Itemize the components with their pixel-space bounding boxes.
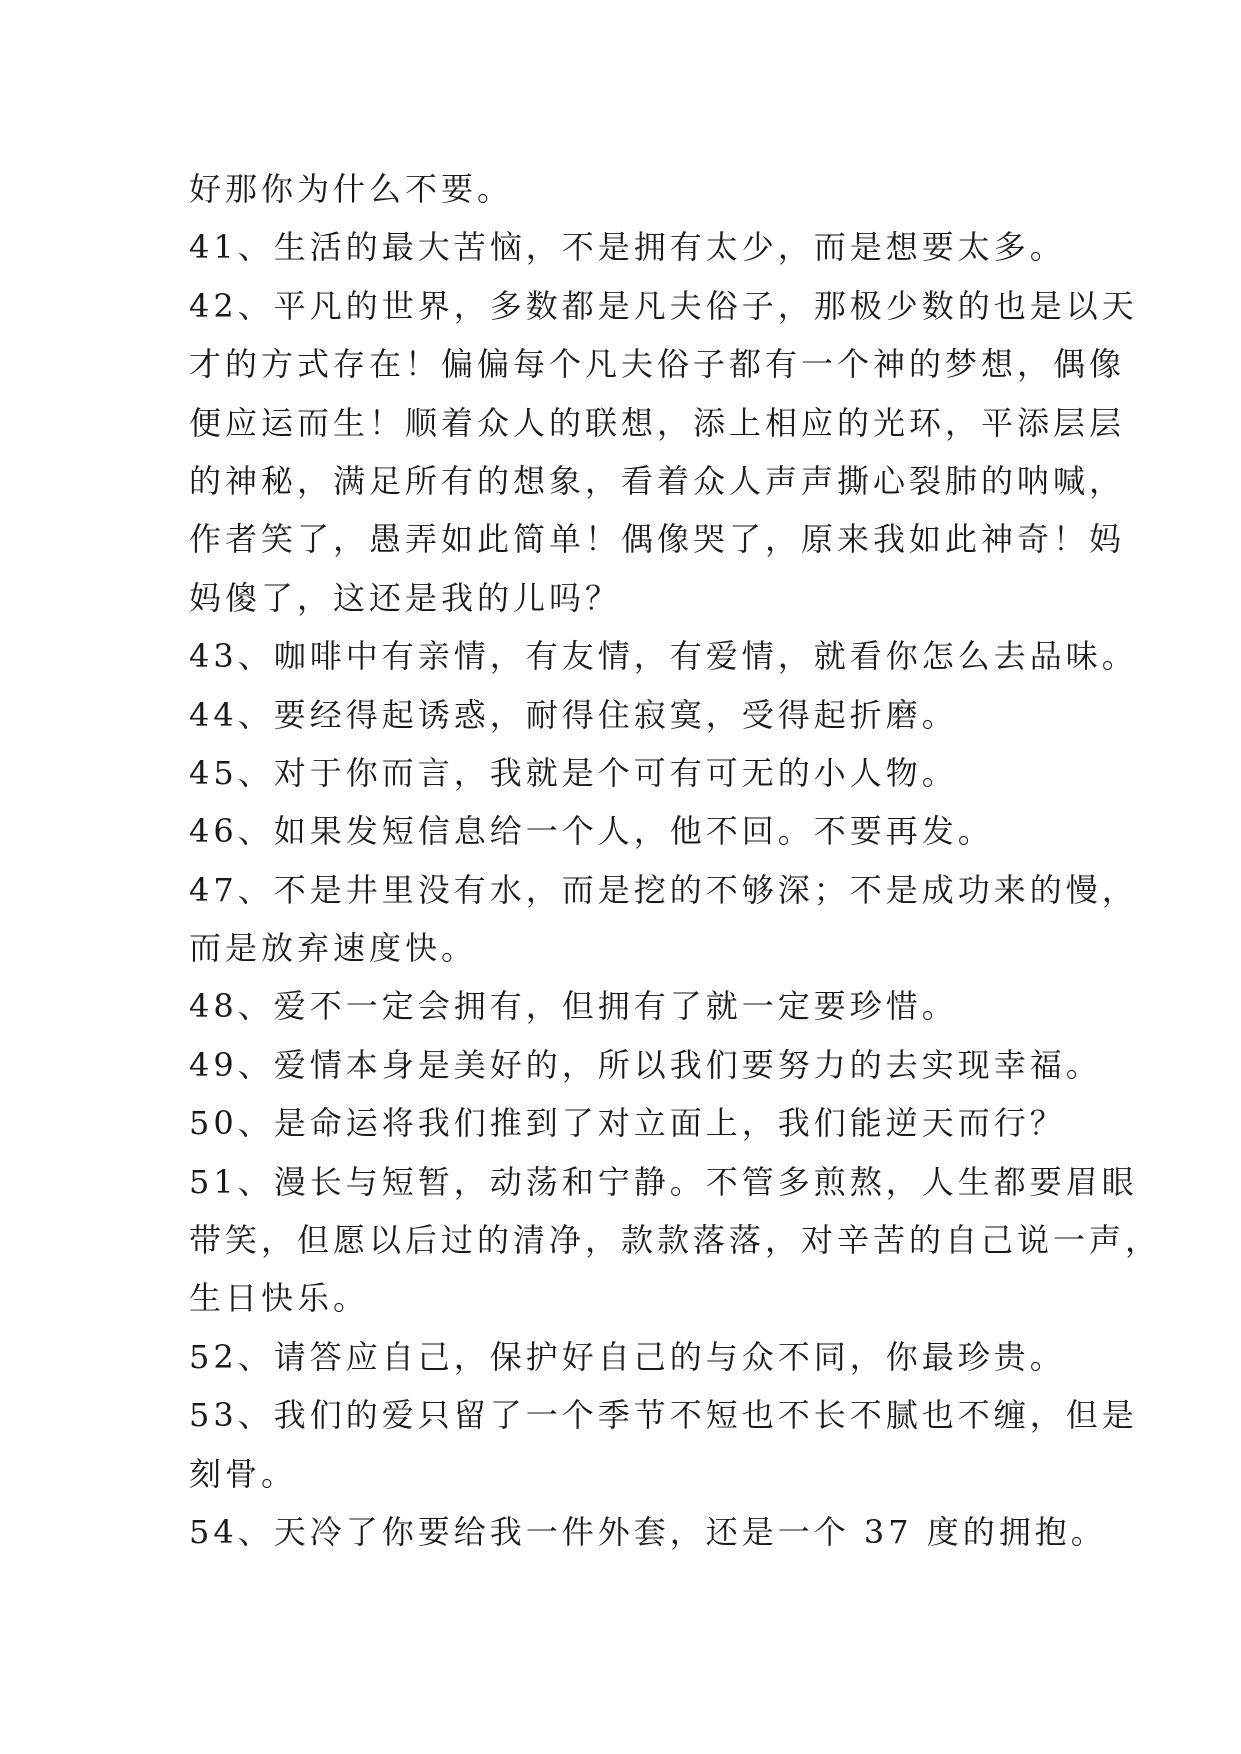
text-line: 刻骨。 [189, 1454, 298, 1493]
body-text [189, 160, 1162, 1561]
text-line: 54、天冷了你要给我一件外套，还是一个 37 度的拥抱。 [189, 1512, 1107, 1551]
text-line: 48、爱不一定会拥有，但拥有了就一定要珍惜。 [189, 987, 958, 1026]
text-line: 52、请答应自己，保护好自己的与众不同，你最珍贵。 [189, 1337, 1066, 1376]
text-line: 生日快乐。 [189, 1279, 370, 1318]
text-line: 而是放弃速度快。 [189, 929, 478, 968]
text-line: 46、如果发短信息给一个人，他不回。不要再发。 [189, 812, 994, 851]
text-line: 45、对于你而言，我就是个可有可无的小人物。 [189, 753, 958, 792]
text-line: 好那你为什么不要。 [189, 170, 514, 208]
text-line: 作者笑了，愚弄如此简单！偶像哭了，原来我如此神奇！妈 [189, 520, 1126, 559]
text-line: 50、是命运将我们推到了对立面上，我们能逆天而行？ [189, 1104, 1066, 1143]
text-line: 的神秘，满足所有的想象，看着众人声声撕心裂肺的呐喊， [189, 461, 1126, 500]
text-line: 41、生活的最大苦恼，不是拥有太少，而是想要太多。 [189, 228, 1066, 267]
text-line: 才的方式存在！偏偏每个凡夫俗子都有一个神的梦想，偶像 [189, 345, 1126, 384]
text-line: 42、平凡的世界，多数都是凡夫俗子，那极少数的也是以天 [189, 286, 1138, 325]
text-line: 51、漫长与短暂，动荡和宁静。不管多煎熬，人生都要眉眼 [189, 1162, 1138, 1201]
text-line: 47、不是井里没有水，而是挖的不够深；不是成功来的慢， [189, 870, 1138, 909]
text-line: 便应运而生！顺着众人的联想，添上相应的光环，平添层层 [189, 403, 1126, 442]
text-line: 妈傻了，这还是我的儿吗？ [189, 578, 622, 617]
text-line: 44、要经得起诱惑，耐得住寂寞，受得起折磨。 [189, 695, 958, 734]
text-line: 带笑，但愿以后过的清净，款款落落，对辛苦的自己说一声， [189, 1221, 1162, 1260]
text-line: 53、我们的爱只留了一个季节不短也不长不腻也不缠，但是 [189, 1396, 1138, 1435]
text-line: 49、爱情本身是美好的，所以我们要努力的去实现幸福。 [189, 1045, 1102, 1084]
text-line: 43、咖啡中有亲情，有友情，有爱情，就看你怎么去品味。 [189, 637, 1138, 676]
